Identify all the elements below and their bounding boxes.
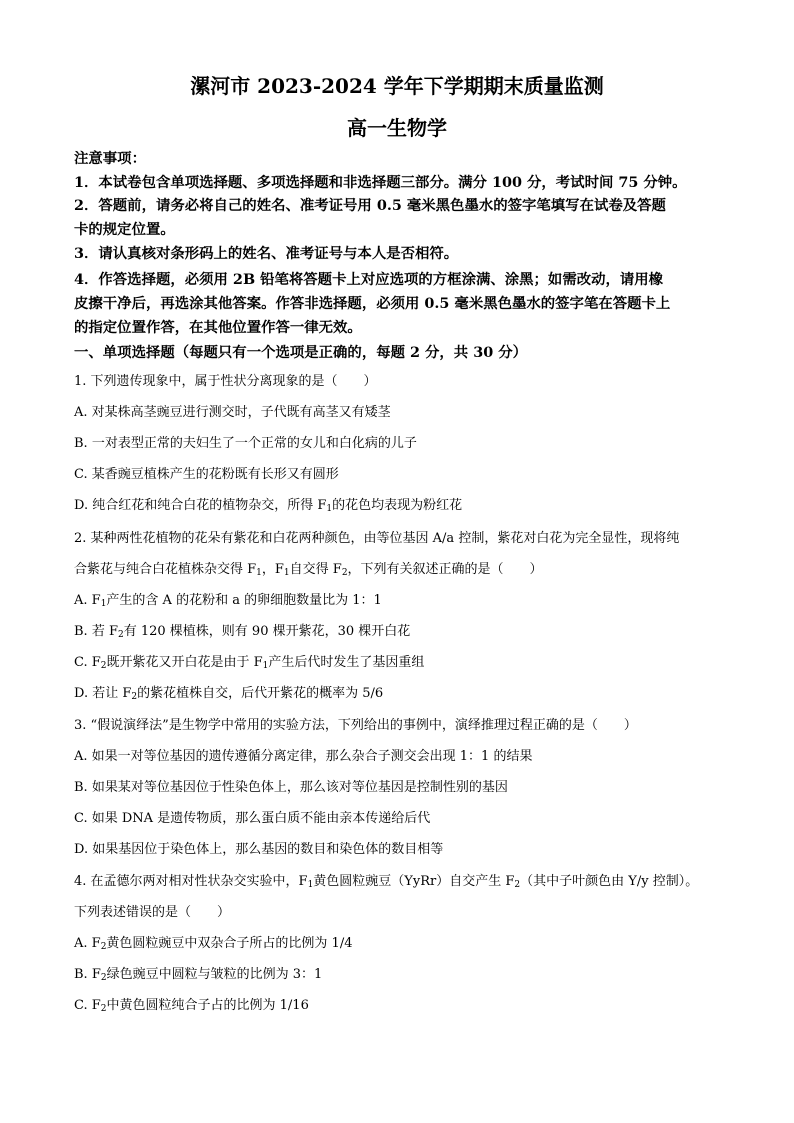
- q2-stem-line-1: 2. 某种两性花植物的花朵有紫花和白花两种颜色，由等位基因 A/a 控制，紫花对白花为完全显性，现将纯: [74, 531, 680, 546]
- q4-option-c: C. $F_2$中黄色圆粒纯合子占的比例为 1/16: [74, 998, 309, 1014]
- exam-title: 漯河市 2023-2024 学年下学期期末质量监测: [190, 74, 604, 98]
- q3-stem: 3. “假说演绎法”是生物学中常用的实验方法，下列给出的事例中，演绎推理过程正确的是（ ）: [74, 718, 637, 733]
- notes-heading: 注意事项：: [74, 150, 146, 167]
- note-4-line-2: 皮擦干净后，再选涂其他答案。作答非选择题，必须用 0.5 毫米黑色墨水的签字笔在答题卡上: [74, 295, 671, 312]
- q4-stem-line-2: 下列表述错误的是（ ）: [74, 905, 231, 920]
- exam-subject: 高一生物学: [347, 116, 447, 140]
- q2-option-b: B. 若 $F_2$有 120 棵植株，则有 90 棵开紫花，30 棵开白花: [74, 624, 411, 640]
- q1-option-b: B. 一对表型正常的夫妇生了一个正常的女儿和白化病的儿子: [74, 436, 417, 451]
- q1-option-c: C. 某香豌豆植株产生的花粉既有长形又有圆形: [74, 467, 339, 482]
- note-3: 3．请认真核对条形码上的姓名、准考证号与本人是否相符。: [74, 245, 459, 262]
- note-1: 1．本试卷包含单项选择题、多项选择题和非选择题三部分。满分 100 分，考试时间 75 分钟。: [74, 174, 687, 191]
- note-4-line-3: 的指定位置作答，在其他位置作答一律无效。: [74, 319, 362, 336]
- q4-option-b: B. $F_2$绿色豌豆中圆粒与皱粒的比例为 3：1: [74, 967, 323, 983]
- q4-option-a: A. $F_2$黄色圆粒豌豆中双杂合子所占的比例为 1/4: [74, 936, 353, 952]
- q4-stem-line-1: 4. 在孟德尔两对相对性状杂交实验中，$F_1$黄色圆粒豌豆（YyRr）自交产生 $F_2$（其中子叶颜色由 Y/y 控制）。: [74, 874, 699, 890]
- q3-option-a: A. 如果一对等位基因的遗传遵循分离定律，那么杂合子测交会出现 1：1 的结果: [74, 749, 533, 764]
- q1-option-d: D. 纯合红花和纯合白花的植物杂交，所得 $F_1$的花色均表现为粉红花: [74, 498, 463, 514]
- q3-option-d: D. 如果基因位于染色体上，那么基因的数目和染色体的数目相等: [74, 842, 444, 857]
- note-2-line-1: 2．答题前，请务必将自己的姓名、准考证号用 0.5 毫米黑色墨水的签字笔填写在试卷及答题: [74, 197, 666, 214]
- q1-stem: 1. 下列遗传现象中，属于性状分离现象的是（ ）: [74, 374, 377, 389]
- note-2-line-2: 卡的规定位置。: [74, 221, 175, 238]
- q2-option-c: C. $F_2$既开紫花又开白花是由于 $F_1$产生后代时发生了基因重组: [74, 655, 425, 671]
- q2-stem-line-2: 合紫花与纯合白花植株杂交得 $F_1$，$F_1$自交得 $F_2$，下列有关叙述正确的是（ ）: [74, 562, 543, 578]
- note-4-line-1: 4．作答选择题，必须用 2B 铅笔将答题卡上对应选项的方框涂满、涂黑；如需改动，请用橡: [74, 271, 664, 288]
- q2-option-a: A. $F_1$产生的含 A 的花粉和 a 的卵细胞数量比为 1：1: [74, 593, 382, 609]
- q3-option-c: C. 如果 DNA 是遗传物质，那么蛋白质不能由亲本传递给后代: [74, 811, 431, 826]
- q3-option-b: B. 如果某对等位基因位于性染色体上，那么该对等位基因是控制性别的基因: [74, 780, 508, 795]
- q1-option-a: A. 对某株高茎豌豆进行测交时，子代既有高茎又有矮茎: [74, 405, 391, 420]
- q2-option-d: D. 若让 $F_2$的紫花植株自交，后代开紫花的概率为 5/6: [74, 686, 384, 702]
- section-heading: 一、单项选择题（每题只有一个选项是正确的，每题 2 分，共 30 分）: [74, 344, 528, 361]
